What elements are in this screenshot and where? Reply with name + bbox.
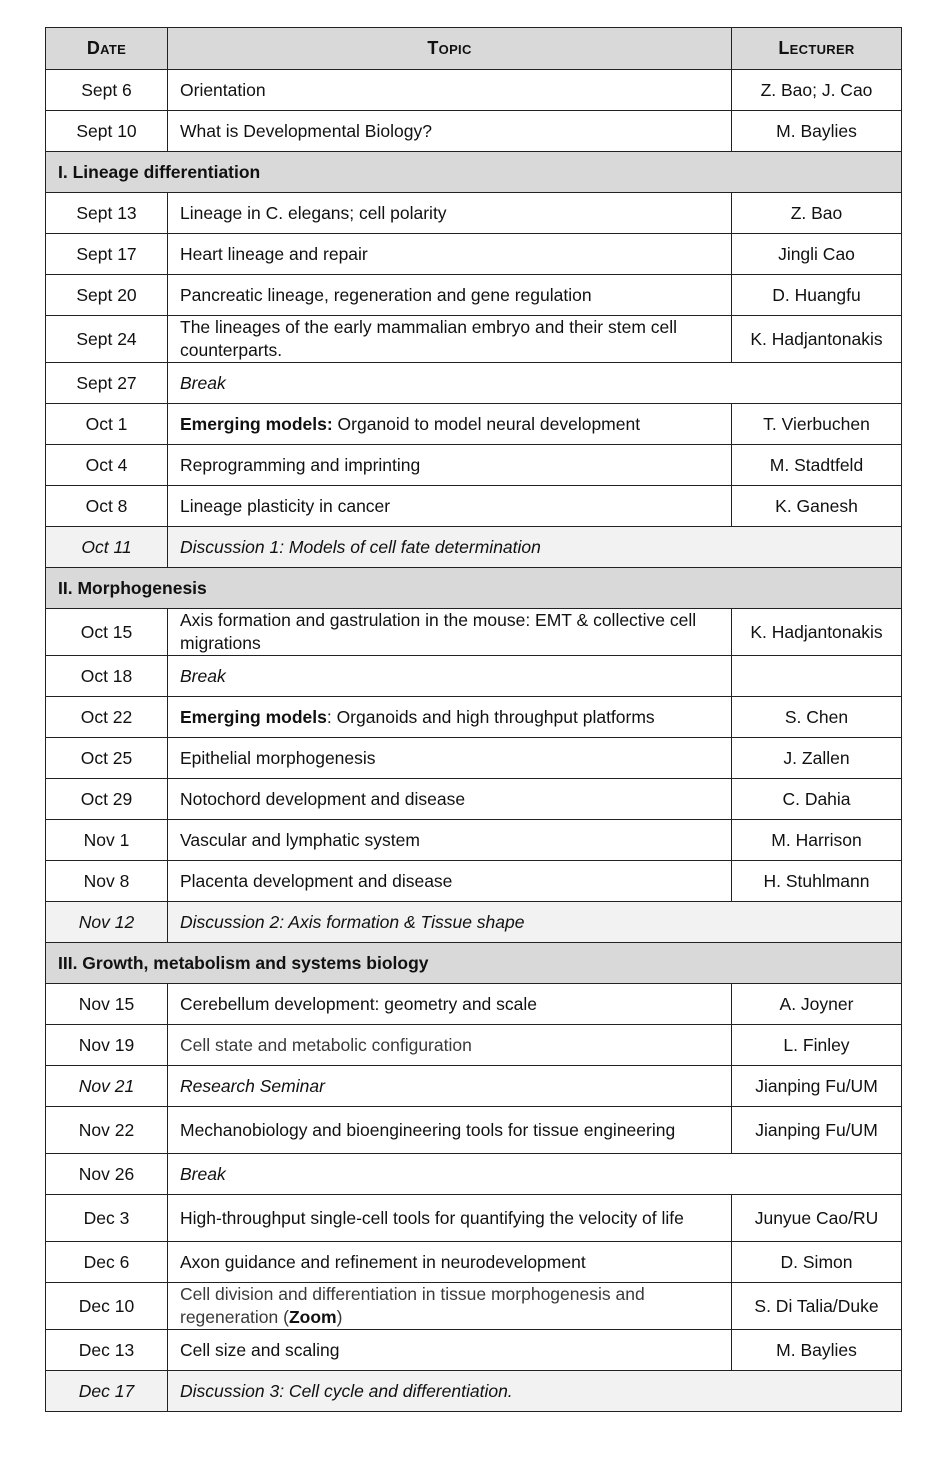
date-cell: Oct 29 [46, 779, 168, 820]
topic-text: Cell size and scaling [180, 1339, 340, 1360]
break-row [46, 363, 902, 404]
table-row [46, 609, 902, 656]
topic-text: Mechanobiology and bioengineering tools for tissue engineering [180, 1119, 676, 1140]
topic-text: Cell state and metabolic configuration [180, 1034, 472, 1055]
lecturer-cell: M. Harrison [732, 820, 902, 861]
lecturer-cell: Z. Bao; J. Cao [732, 70, 902, 111]
topic-text: High-throughput single-cell tools for quantifying the velocity of life [180, 1207, 684, 1228]
topic-cell [168, 1283, 732, 1330]
topic-column-header: Topic [168, 28, 732, 70]
date-cell: Oct 1 [46, 404, 168, 445]
lecturer-cell: H. Stuhlmann [732, 861, 902, 902]
table-row [46, 861, 902, 902]
topic-text: Pancreatic lineage, regeneration and gene regulation [180, 284, 592, 305]
table-row [46, 234, 902, 275]
lecturer-cell: Jianping Fu/UM [732, 1107, 902, 1154]
topic-cell [168, 1107, 732, 1154]
table-row [46, 1195, 902, 1242]
table-row [46, 445, 902, 486]
lecturer-cell: M. Baylies [732, 1330, 902, 1371]
topic-cell [168, 486, 732, 527]
lecturer-cell: D. Simon [732, 1242, 902, 1283]
course-schedule-table [45, 27, 902, 1412]
date-cell: Nov 1 [46, 820, 168, 861]
date-cell: Dec 3 [46, 1195, 168, 1242]
lecturer-cell: C. Dahia [732, 779, 902, 820]
topic-text: Orientation [180, 79, 266, 100]
topic-text: Cerebellum development: geometry and scale [180, 993, 537, 1014]
discussion-row [46, 1371, 902, 1412]
discussion-row [46, 527, 902, 568]
date-cell: Nov 12 [46, 902, 168, 943]
topic-cell: Discussion 2: Axis formation & Tissue shape [168, 902, 902, 943]
topic-text: Organoid to model neural development [332, 413, 641, 434]
topic-text: What is Developmental Biology? [180, 120, 432, 141]
topic-text: Vascular and lymphatic system [180, 829, 420, 850]
table-row [46, 984, 902, 1025]
table-row [46, 1242, 902, 1283]
table-row [46, 70, 902, 111]
topic-cell: Break [168, 1154, 902, 1195]
lecturer-cell: D. Huangfu [732, 275, 902, 316]
lecturer-cell: Jianping Fu/UM [732, 1066, 902, 1107]
topic-cell [168, 1025, 732, 1066]
section-header-row [46, 943, 902, 984]
topic-cell [168, 738, 732, 779]
date-cell: Dec 17 [46, 1371, 168, 1412]
topic-cell [168, 404, 732, 445]
topic-text: Research Seminar [180, 1075, 325, 1096]
topic-text: Axis formation and gastrulation in the mouse: EMT & collective cell migrations [180, 610, 697, 653]
table-row [46, 486, 902, 527]
lecturer-cell: K. Hadjantonakis [732, 316, 902, 363]
topic-cell [168, 697, 732, 738]
section-title: I. Lineage differentiation [46, 152, 902, 193]
date-cell: Sept 6 [46, 70, 168, 111]
topic-cell [168, 1195, 732, 1242]
table-row [46, 820, 902, 861]
lecturer-cell: S. Chen [732, 697, 902, 738]
table-row [46, 1025, 902, 1066]
table-row [46, 779, 902, 820]
date-cell: Sept 27 [46, 363, 168, 404]
table-row [46, 1330, 902, 1371]
topic-text: Notochord development and disease [180, 788, 466, 809]
lecturer-cell: S. Di Talia/Duke [732, 1283, 902, 1330]
date-cell: Nov 15 [46, 984, 168, 1025]
topic-tail: ) [336, 1307, 343, 1327]
date-cell: Oct 15 [46, 609, 168, 656]
topic-cell [168, 193, 732, 234]
topic-text: Heart lineage and repair [180, 243, 368, 264]
date-cell: Dec 13 [46, 1330, 168, 1371]
topic-cell [168, 861, 732, 902]
date-cell: Sept 13 [46, 193, 168, 234]
table-row [46, 1283, 902, 1330]
topic-cell: Discussion 1: Models of cell fate determination [168, 527, 902, 568]
lecturer-cell: Junyue Cao/RU [732, 1195, 902, 1242]
date-cell: Dec 6 [46, 1242, 168, 1283]
topic-cell [168, 984, 732, 1025]
section-header-row [46, 152, 902, 193]
lecturer-cell: M. Stadtfeld [732, 445, 902, 486]
topic-cell [168, 316, 732, 363]
date-cell: Sept 10 [46, 111, 168, 152]
date-cell: Sept 20 [46, 275, 168, 316]
lecturer-cell: T. Vierbuchen [732, 404, 902, 445]
lecturer-cell [732, 656, 902, 697]
topic-cell [168, 445, 732, 486]
topic-cell [168, 609, 732, 656]
date-cell: Dec 10 [46, 1283, 168, 1330]
discussion-row [46, 902, 902, 943]
topic-cell [168, 1330, 732, 1371]
section-title: II. Morphogenesis [46, 568, 902, 609]
lecturer-cell: A. Joyner [732, 984, 902, 1025]
date-cell: Oct 22 [46, 697, 168, 738]
topic-bold-prefix: Emerging models: [180, 413, 333, 434]
lecturer-cell: M. Baylies [732, 111, 902, 152]
topic-text: Reprogramming and imprinting [180, 454, 421, 475]
topic-cell [168, 820, 732, 861]
header-row [46, 28, 902, 70]
section-header-row [46, 568, 902, 609]
date-column-header: Date [46, 28, 168, 70]
date-cell: Oct 4 [46, 445, 168, 486]
date-cell: Nov 26 [46, 1154, 168, 1195]
table-row [46, 697, 902, 738]
topic-cell [168, 70, 732, 111]
topic-text: Axon guidance and refinement in neurodevelopment [180, 1251, 586, 1272]
break-row [46, 1154, 902, 1195]
date-cell: Nov 21 [46, 1066, 168, 1107]
table-row [46, 111, 902, 152]
lecturer-cell: Jingli Cao [732, 234, 902, 275]
section-title: III. Growth, metabolism and systems biology [46, 943, 902, 984]
table-row [46, 1066, 902, 1107]
lecturer-column-header: Lecturer [732, 28, 902, 70]
topic-cell: Break [168, 656, 732, 697]
topic-cell: Discussion 3: Cell cycle and differentiation. [168, 1371, 902, 1412]
topic-text: Lineage plasticity in cancer [180, 495, 391, 516]
topic-text: Lineage in C. elegans; cell polarity [180, 202, 447, 223]
date-cell: Oct 8 [46, 486, 168, 527]
break-row [46, 656, 902, 697]
topic-bold-suffix: Zoom [288, 1307, 337, 1327]
date-cell: Oct 11 [46, 527, 168, 568]
table-row [46, 738, 902, 779]
topic-text: : Organoids and high throughput platforms [326, 706, 655, 727]
date-cell: Nov 8 [46, 861, 168, 902]
lecturer-cell: K. Ganesh [732, 486, 902, 527]
topic-text: The lineages of the early mammalian embryo and their stem cell counterparts. [180, 317, 678, 360]
topic-cell [168, 111, 732, 152]
table-row [46, 316, 902, 363]
date-cell: Sept 17 [46, 234, 168, 275]
table-row [46, 404, 902, 445]
date-cell: Oct 25 [46, 738, 168, 779]
lecturer-cell: J. Zallen [732, 738, 902, 779]
date-cell: Nov 22 [46, 1107, 168, 1154]
topic-cell: Break [168, 363, 902, 404]
topic-cell [168, 1242, 732, 1283]
topic-text: Placenta development and disease [180, 870, 453, 891]
date-cell: Sept 24 [46, 316, 168, 363]
date-cell: Nov 19 [46, 1025, 168, 1066]
topic-bold-prefix: Emerging models [180, 706, 327, 727]
date-cell: Oct 18 [46, 656, 168, 697]
table-row [46, 275, 902, 316]
topic-cell [168, 1066, 732, 1107]
topic-cell [168, 275, 732, 316]
lecturer-cell: K. Hadjantonakis [732, 609, 902, 656]
topic-text: Cell division and differentiation in tissue morphogenesis and regeneration ( [180, 1284, 645, 1327]
lecturer-cell: L. Finley [732, 1025, 902, 1066]
topic-text: Epithelial morphogenesis [180, 747, 376, 768]
table-row [46, 1107, 902, 1154]
lecturer-cell: Z. Bao [732, 193, 902, 234]
table-row [46, 193, 902, 234]
topic-cell [168, 779, 732, 820]
topic-cell [168, 234, 732, 275]
schedule-body [46, 70, 902, 1412]
